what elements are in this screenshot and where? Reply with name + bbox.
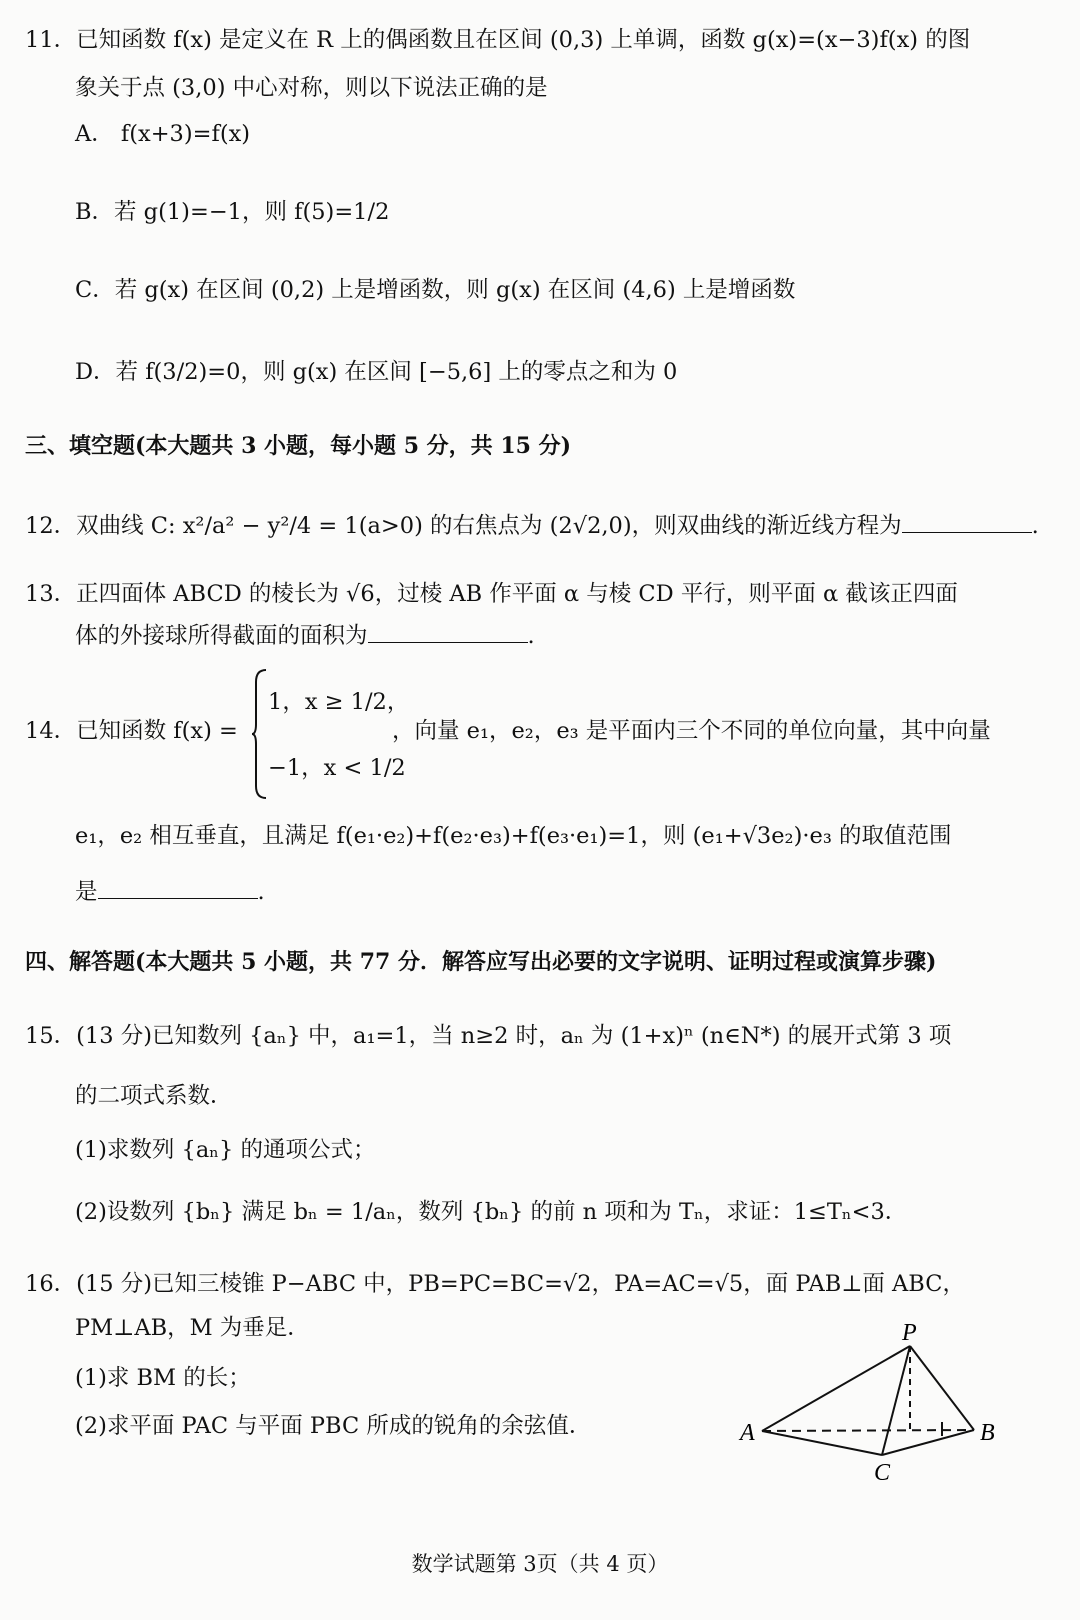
q16-part2: (2)求平面 PAC 与平面 PBC 所成的锐角的余弦值． [75, 1413, 592, 1439]
q11-line1: 11．已知函数 f(x) 是定义在 R 上的偶函数且在区间 (0,3) 上单调，函数 g(x)=(x−3)f(x) 的图 [25, 27, 971, 53]
q14-line2: e₁，e₂ 相互垂直，且满足 f(e₁·e₂)+f(e₂·e₃)+f(e₃·e₁)=1，则 (e₁+√3e₂)·e₃ 的取值范围 [75, 823, 952, 849]
edge-pc [882, 1346, 910, 1455]
q15-part2: (2)设数列 {bₙ} 满足 bₙ = 1/aₙ，数列 {bₙ} 的前 n 项和为 Tₙ，求证：1≤Tₙ<3． [75, 1199, 908, 1225]
edge-bc [882, 1430, 974, 1455]
pyramid-figure [730, 1318, 1020, 1498]
q11-option-b: B．若 g(1)=−1，则 f(5)=1/2 [75, 199, 390, 225]
q13-period: . [527, 623, 535, 649]
edge-pb [910, 1346, 974, 1430]
q11-option-c: C．若 g(x) 在区间 (0,2) 上是增函数，则 g(x) 在区间 (4,6) 上是增函数 [75, 277, 796, 303]
q14-period: . [257, 879, 265, 905]
label-a: A [740, 1420, 755, 1446]
q14-lead: 14．已知函数 f(x) = [25, 718, 238, 744]
q14-line3: 是 [75, 879, 98, 905]
q13-line2-wrap [75, 620, 535, 652]
q14-answer-blank[interactable] [98, 876, 258, 899]
q14-tail: ，向量 e₁，e₂，e₃ 是平面内三个不同的单位向量，其中向量 [392, 718, 991, 744]
q16-part1: (1)求 BM 的长； [75, 1365, 251, 1391]
section-4-header: 四、解答题(本大题共 5 小题，共 77 分．解答应写出必要的文字说明、证明过程或演算步骤) [25, 949, 937, 975]
edge-ac [762, 1431, 882, 1455]
q16-line2: PM⊥AB，M 为垂足． [75, 1315, 310, 1341]
q12-line1: 12．双曲线 C: x²/a² − y²/4 = 1(a>0) 的右焦点为 (2√2,0)，则双曲线的渐近线方程为 [25, 513, 902, 539]
q12-period: . [1031, 513, 1039, 539]
section-3-header: 三、填空题(本大题共 3 小题，每小题 5 分，共 15 分) [25, 433, 572, 459]
q14-case1: 1，x ≥ 1/2， [268, 689, 410, 715]
q15-line1: 15．(13 分)已知数列 {aₙ} 中，a₁=1，当 n≥2 时，aₙ 为 (1+x)ⁿ (n∈N*) 的展开式第 3 项 [25, 1023, 952, 1049]
q13-line1: 13．正四面体 ABCD 的棱长为 √6，过棱 AB 作平面 α 与棱 CD 平行，则平面 α 截该正四面 [25, 581, 958, 607]
q12-answer-blank[interactable] [902, 510, 1032, 533]
q16-line1: 16．(15 分)已知三棱锥 P−ABC 中，PB=PC=BC=√2，PA=AC=√5，面 PAB⊥面 ABC， [25, 1271, 965, 1297]
q13-answer-blank[interactable] [368, 620, 528, 643]
page-footer: 数学试题第 3页（共 4 页） [411, 1552, 669, 1576]
label-p: P [902, 1320, 917, 1346]
q15-part1: (1)求数列 {aₙ} 的通项公式； [75, 1137, 376, 1163]
q11-option-a: A． f(x+3)=f(x) [75, 121, 251, 147]
edge-pa [762, 1346, 910, 1431]
q11-option-d: D．若 f(3/2)=0，则 g(x) 在区间 [−5,6] 上的零点之和为 0 [75, 359, 678, 385]
q14-line3-wrap [75, 876, 265, 908]
piecewise-brace [252, 668, 268, 800]
q12-text [25, 510, 1039, 542]
label-b: B [980, 1420, 995, 1446]
q13-line2: 体的外接球所得截面的面积为 [75, 623, 368, 649]
q14-case2: −1，x < 1/2 [268, 755, 406, 781]
label-c: C [874, 1460, 891, 1486]
q15-line2: 的二项式系数． [75, 1083, 233, 1109]
q11-line2: 象关于点 (3,0) 中心对称，则以下说法正确的是 [75, 75, 548, 101]
